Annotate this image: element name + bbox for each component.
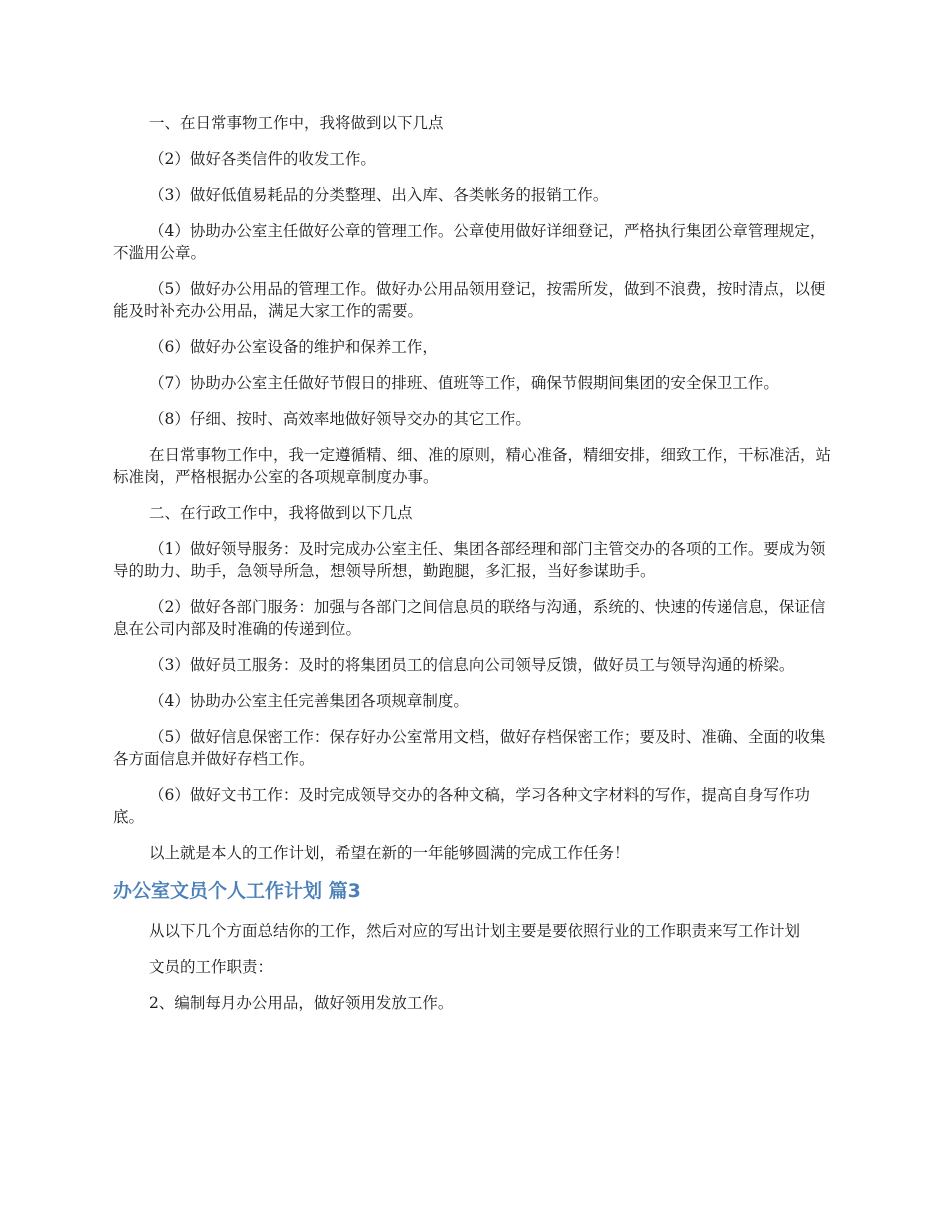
- paragraph: （7）协助办公室主任做好节假日的排班、值班等工作，确保节假期间集团的安全保卫工作。: [149, 374, 779, 392]
- paragraph: （1）做好领导服务：及时完成办公室主任、集团各部经理和部门主管交办的各项的工作。要成为领导的助力、助手，急领导所急，想领导所想，勤跑腿，多汇报，当好参谋助手。: [113, 540, 826, 580]
- paragraph: 以上就是本人的工作计划，希望在新的一年能够圆满的完成工作任务！: [149, 844, 630, 862]
- paragraph: （2）做好各类信件的收发工作。: [149, 150, 376, 168]
- paragraph: （3）做好低值易耗品的分类整理、出入库、各类帐务的报销工作。: [149, 186, 609, 204]
- paragraph: （8）仔细、按时、高效率地做好领导交办的其它工作。: [149, 410, 531, 428]
- paragraph: 文员的工作职责：: [149, 958, 274, 976]
- paragraph: （3）做好员工服务：及时的将集团员工的信息向公司领导反馈，做好员工与领导沟通的桥梁。: [149, 656, 795, 674]
- paragraph: 2、编制每月办公用品，做好领用发放工作。: [149, 994, 454, 1012]
- paragraph: （2）做好各部门服务：加强与各部门之间信息员的联络与沟通，系统的、快速的传递信息，保证信息在公司内部及时准确的传递到位。: [113, 598, 826, 638]
- paragraph: （6）做好文书工作：及时完成领导交办的各种文稿，学习各种文字材料的写作，提高自身写作功底。: [113, 786, 810, 826]
- paragraph: 在日常事物工作中，我一定遵循精、细、准的原则，精心准备，精细安排，细致工作，干标准活，站标准岗，严格根据办公室的各项规章制度办事。: [113, 446, 832, 486]
- paragraph: 二、在行政工作中，我将做到以下几点: [149, 504, 413, 522]
- paragraph: （4）协助办公室主任做好公章的管理工作。公章使用做好详细登记，严格执行集团公章管理规定，不滥用公章。: [113, 222, 826, 262]
- paragraph: 一、在日常事物工作中，我将做到以下几点: [149, 114, 444, 132]
- paragraph: （5）做好办公用品的管理工作。做好办公用品领用登记，按需所发，做到不浪费，按时清点，以便能及时补充办公用品，满足大家工作的需要。: [113, 280, 826, 320]
- paragraph: 从以下几个方面总结你的工作，然后对应的写出计划主要是要依照行业的工作职责来写工作计划: [149, 922, 801, 940]
- paragraph: （5）做好信息保密工作：保存好办公室常用文档，做好存档保密工作；要及时、准确、全面的收集各方面信息并做好存档工作。: [113, 728, 826, 768]
- paragraph: （4）协助办公室主任完善集团各项规章制度。: [149, 692, 469, 710]
- paragraph: （6）做好办公室设备的维护和保养工作，: [149, 338, 438, 356]
- section-heading: 办公室文员个人工作计划 篇3: [113, 880, 361, 902]
